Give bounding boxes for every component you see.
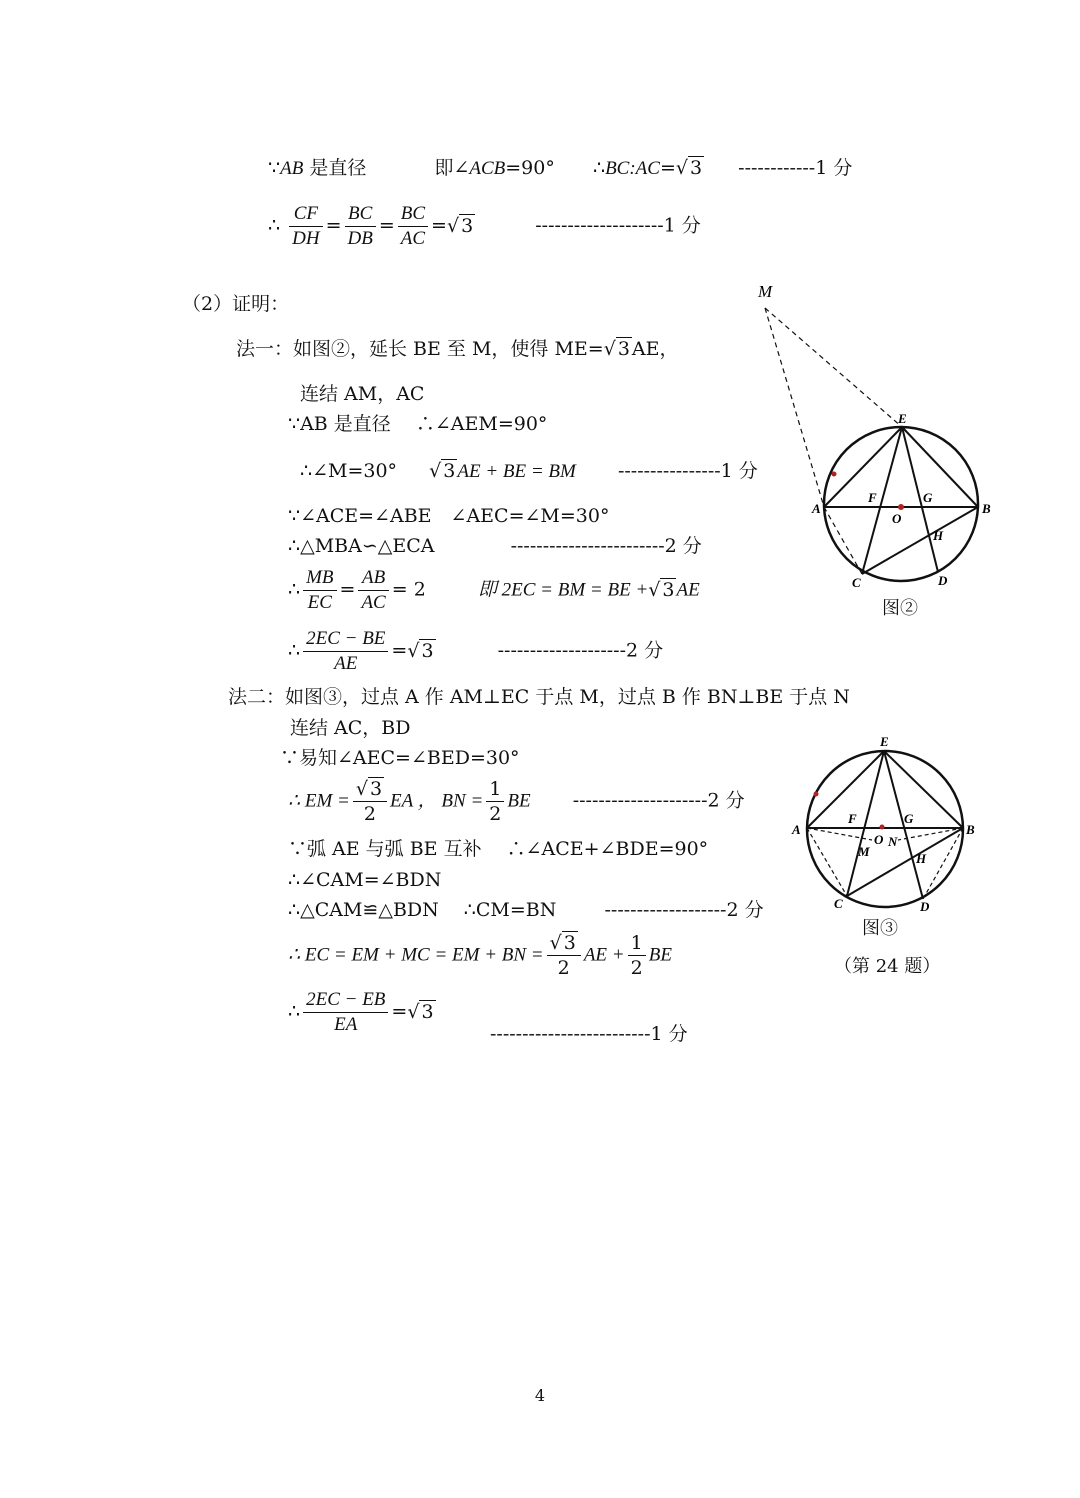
score-marker: ------------1 分 xyxy=(738,157,853,179)
fraction-sqrt3-2: $\frac{√ 3}{2}$ xyxy=(547,931,581,980)
ratio-bc-ac: BC:AC xyxy=(605,158,660,179)
svg-text:D: D xyxy=(938,573,948,588)
figure-2 xyxy=(758,275,1010,595)
score-marker: -------------------2 分 xyxy=(604,899,764,921)
method1-intro: 法一：如图②，延长 BE 至 M，使得 ME=√ 3 AE， xyxy=(236,338,679,360)
svg-text:G: G xyxy=(923,490,933,505)
sqrt-3: √ 3 xyxy=(407,639,434,662)
equals-sign: = xyxy=(659,157,676,179)
svg-text:H: H xyxy=(933,528,944,543)
fraction-1-2: $\frac{1}{2}$ xyxy=(628,931,646,980)
method2-line7: ∴ $\frac{2EC - EB}{EA}$ =√ 3 xyxy=(288,989,434,1035)
method1-connect: 连结 AM，AC xyxy=(300,383,425,405)
label-M: M xyxy=(758,282,773,301)
fraction-bc-db: $\frac{BC}{DB}$ xyxy=(345,202,376,251)
svg-text:D: D xyxy=(920,899,930,914)
figure-3 xyxy=(790,730,990,920)
page-number: 4 xyxy=(534,1386,546,1405)
method2-line5: ∴△CAM≌△BDN ∴CM=BN -------------------2 分 xyxy=(288,899,764,921)
svg-text:N: N xyxy=(888,834,898,849)
text-ji-angle: 即∠ xyxy=(434,157,470,179)
method1-line6: ∴ $\frac{2EC - BE}{AE}$ =√ 3 --------------------2 分 xyxy=(288,628,664,674)
method1-line4: ∴△MBA∽△ECA ------------------------2 分 xyxy=(288,535,702,557)
fraction-1-2: $\frac{1}{2}$ xyxy=(486,777,504,826)
fraction-ab-ac: $\frac{AB}{AC}$ xyxy=(358,566,388,615)
svg-text:C: C xyxy=(852,575,861,590)
part1-line2: ∴ $\frac{CF}{DH}$ = $\frac{BC}{DB}$ = $\frac{BC}{AC}$ =√ 3 --------------------1 分 xyxy=(268,203,701,249)
fraction-2ec-be-ae: $\frac{2EC - BE}{AE}$ xyxy=(303,627,388,676)
method2-line1: ∵易知∠AEC=∠BED=30° xyxy=(280,747,520,769)
question-number: （第 24 题） xyxy=(834,956,941,977)
method1-line5: ∴ $\frac{MB}{EC}$ = $\frac{AB}{AC}$ = 2 即 2EC = BM = BE +√ 3 AE xyxy=(288,567,700,613)
fraction-cf-dh: $\frac{CF}{DH}$ xyxy=(289,202,322,251)
angle-acb: ACB xyxy=(469,158,506,179)
score-marker: --------------------1 分 xyxy=(535,214,701,237)
svg-text:O: O xyxy=(892,511,902,526)
sqrt-3: √ 3 xyxy=(648,578,675,601)
svg-text:F: F xyxy=(868,490,877,505)
fraction-2ec-eb-ea: $\frac{2EC - EB}{EA}$ xyxy=(303,988,388,1037)
method2-intro: 法二：如图③，过点 A 作 AM⊥EC 于点 M，过点 B 作 BN⊥BE 于点 N xyxy=(228,686,850,708)
method2-line7-score: -------------------------1 分 xyxy=(490,1023,688,1045)
svg-text:G: G xyxy=(904,811,914,826)
method1-line1: ∵AB 是直径 ∴∠AEM=90° xyxy=(288,413,548,435)
sqrt-3: √ 3 xyxy=(407,1000,434,1023)
method2-line3: ∵弧 AE 与弧 BE 互补 ∴∠ACE+∠BDE=90° xyxy=(288,838,709,860)
svg-text:O: O xyxy=(874,832,884,847)
sqrt-3: √ 3 xyxy=(429,460,456,482)
fraction-bc-ac: $\frac{BC}{AC}$ xyxy=(398,202,428,251)
method1-line3: ∵∠ACE=∠ABE ∠AEC=∠M=30° xyxy=(288,505,610,527)
svg-text:A: A xyxy=(792,822,801,837)
therefore-symbol: ∴ xyxy=(592,157,606,179)
sqrt-3: √ 3 xyxy=(675,157,703,179)
text-is-diameter: 是直径 xyxy=(303,157,367,179)
method2-connect: 连结 AC，BD xyxy=(290,717,411,739)
part2-heading: （2）证明： xyxy=(182,293,290,315)
sqrt-3: √ 3 xyxy=(446,214,474,237)
svg-text:E: E xyxy=(898,411,907,426)
text-eq90: =90° xyxy=(505,157,555,179)
score-marker: ------------------------2 分 xyxy=(510,535,702,557)
svg-text:M: M xyxy=(858,844,870,859)
svg-text:H: H xyxy=(916,851,927,866)
segment-ab: AB xyxy=(280,158,304,179)
svg-text:E: E xyxy=(880,734,889,749)
svg-text:A: A xyxy=(812,501,821,516)
svg-text:B: B xyxy=(966,822,975,837)
score-marker: ---------------------2 分 xyxy=(572,789,745,812)
method2-line6: ∴ EC = EM + MC = EM + BN = $\frac{√ 3}{2}$ AE + $\frac{1}{2}$ BE xyxy=(288,932,672,979)
figure-3-caption: 图③ xyxy=(862,918,898,939)
method2-line2: ∴ EM = $\frac{√ 3}{2}$ EA ， BN = $\frac{1}{2}$ BE ---------------------2 分 xyxy=(288,778,745,825)
method2-line4: ∴∠CAM=∠BDN xyxy=(288,869,442,891)
svg-text:F: F xyxy=(848,811,857,826)
score-marker: --------------------2 分 xyxy=(497,639,664,662)
because-symbol: ∵ xyxy=(268,157,281,179)
figure-2-caption: 图② xyxy=(882,598,918,619)
therefore-symbol: ∴ xyxy=(268,214,281,237)
svg-text:B: B xyxy=(982,501,991,516)
score-marker: ----------------1 分 xyxy=(617,460,758,482)
part1-line1 xyxy=(268,156,852,181)
fraction-sqrt3-2: $\frac{√ 3}{2}$ xyxy=(353,777,387,826)
sqrt-3: √ 3 xyxy=(603,338,630,360)
fraction-mb-ec: $\frac{MB}{EC}$ xyxy=(303,566,336,615)
svg-text:C: C xyxy=(834,896,843,911)
method1-line2: ∴∠M=30° √ 3 AE + BE = BM ----------------1 分 xyxy=(300,460,758,482)
